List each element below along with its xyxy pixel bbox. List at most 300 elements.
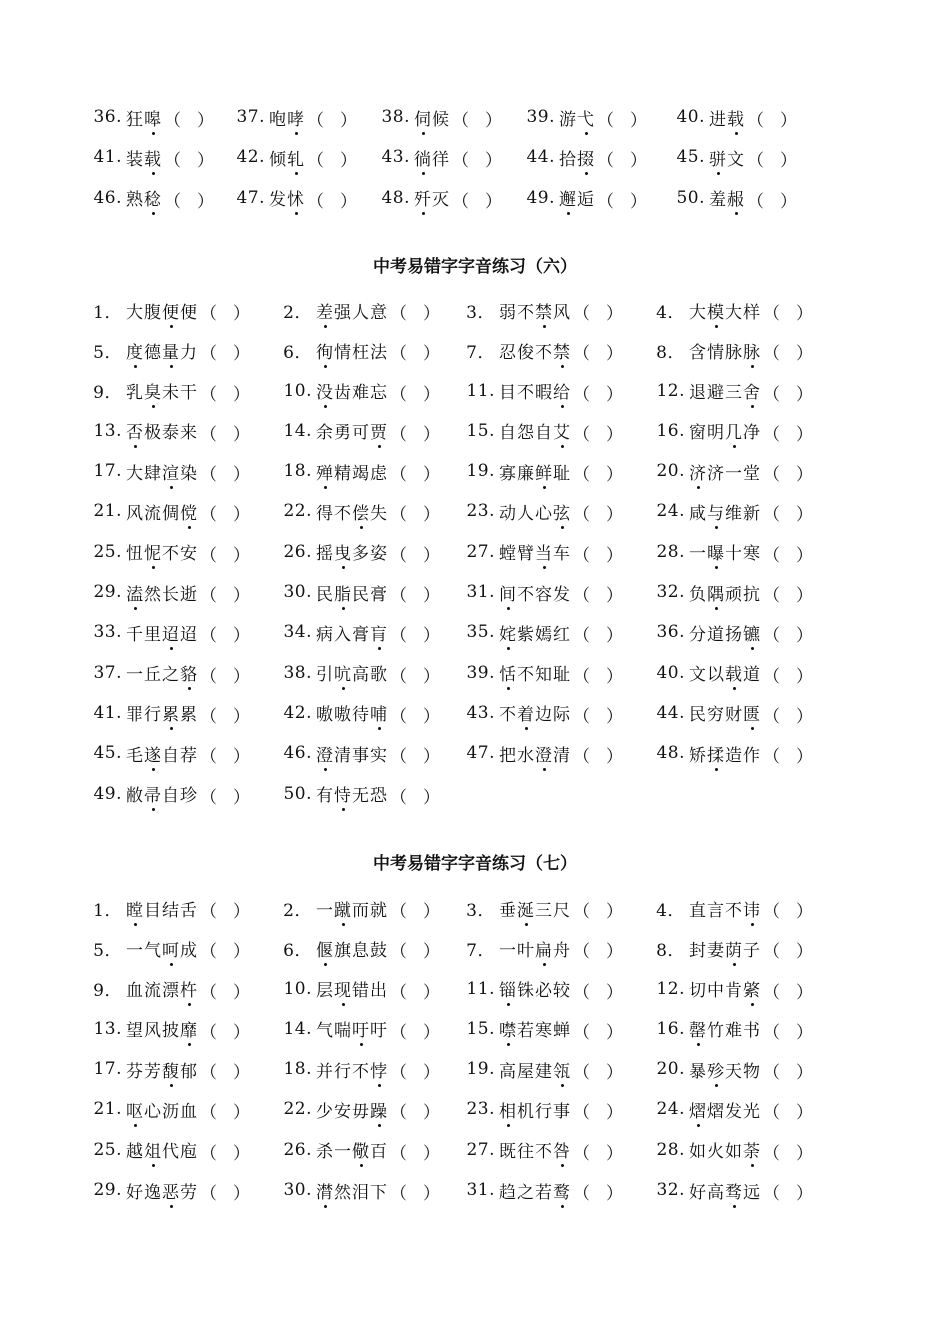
dotted-character: 与 xyxy=(707,499,725,524)
character: 不 xyxy=(535,342,553,363)
character: 人 xyxy=(352,302,370,323)
character: 心 xyxy=(535,503,553,524)
question-item xyxy=(645,451,813,491)
dotted-character: 讳 xyxy=(743,896,761,921)
open-paren: （ xyxy=(390,1022,407,1043)
question-number: 14. xyxy=(283,420,312,441)
character: 耻 xyxy=(553,665,571,686)
character: 膏 xyxy=(370,584,388,605)
character: 不 xyxy=(517,302,535,323)
character: 罪 xyxy=(126,705,144,726)
character: 羞 xyxy=(709,190,727,211)
character: 不 xyxy=(535,1142,553,1163)
close-paren: ） xyxy=(423,505,440,526)
character: 风 xyxy=(144,1021,162,1042)
character: 勇 xyxy=(334,423,352,444)
dotted-character: 瓴 xyxy=(553,1057,571,1082)
open-paren: （ xyxy=(200,1103,217,1124)
dotted-character: 迢 xyxy=(162,620,180,645)
character: 既 xyxy=(499,1142,517,1163)
dotted-character: 相 xyxy=(499,1097,517,1122)
question-word xyxy=(316,1016,388,1041)
dotted-character: 否 xyxy=(126,418,144,443)
close-paren: ） xyxy=(796,344,813,365)
question-number: 45. xyxy=(676,147,705,168)
question-number: 2． xyxy=(283,302,312,323)
close-paren: ） xyxy=(233,942,250,963)
open-paren: （ xyxy=(573,304,590,324)
question-word xyxy=(126,185,162,210)
close-paren: ） xyxy=(423,384,440,405)
character: 里 xyxy=(144,624,162,645)
open-paren: （ xyxy=(597,111,614,131)
close-paren: ） xyxy=(340,191,357,212)
character: 余 xyxy=(316,423,334,444)
question-number: 4． xyxy=(656,900,685,921)
character: 清 xyxy=(334,745,352,766)
close-paren: ） xyxy=(630,151,647,172)
question-number: 48. xyxy=(381,187,410,208)
dotted-character: 罄 xyxy=(689,1016,707,1041)
character: 而 xyxy=(352,900,370,921)
question-number: 50. xyxy=(676,187,705,208)
character: 旗 xyxy=(334,940,352,961)
question-word xyxy=(316,459,388,484)
question-row xyxy=(0,1009,950,1049)
close-paren: ） xyxy=(423,1103,440,1124)
dotted-character: 荼 xyxy=(743,1137,761,1162)
character: 望 xyxy=(126,1021,144,1042)
character: 毋 xyxy=(352,1101,370,1122)
question-item xyxy=(82,532,250,572)
dotted-character: 量 xyxy=(162,338,180,363)
question-word xyxy=(316,580,388,605)
question-word xyxy=(689,620,761,645)
character: 法 xyxy=(370,342,388,363)
open-paren: （ xyxy=(573,747,590,768)
character: 样 xyxy=(743,302,761,323)
open-paren: （ xyxy=(763,626,780,647)
close-paren: ） xyxy=(233,1143,250,1164)
character: 发 xyxy=(725,1101,743,1122)
dotted-character: 曝 xyxy=(707,539,725,564)
character: 螳 xyxy=(499,544,517,565)
character: 便 xyxy=(180,302,198,323)
dotted-character: 臭 xyxy=(144,378,162,403)
question-number: 16. xyxy=(656,420,685,441)
question-word xyxy=(126,539,198,564)
close-paren: ） xyxy=(606,1184,623,1205)
question-number: 41. xyxy=(93,147,122,168)
character: 舌 xyxy=(180,900,198,921)
question-word xyxy=(689,539,761,564)
question-number: 47. xyxy=(236,187,265,208)
question-row xyxy=(0,290,950,330)
dotted-character: 载 xyxy=(725,660,743,685)
character: 明 xyxy=(707,423,725,444)
dotted-character: 怩 xyxy=(144,539,162,564)
question-item xyxy=(82,1009,250,1049)
question-number: 31. xyxy=(466,582,495,603)
open-paren: （ xyxy=(763,344,780,365)
dotted-character: 脂 xyxy=(334,580,352,605)
character: 以 xyxy=(707,665,725,686)
character: 一 xyxy=(689,544,707,565)
open-paren: （ xyxy=(747,151,764,172)
close-paren: ） xyxy=(423,424,440,445)
dotted-character: 帚 xyxy=(144,781,162,806)
character: 一 xyxy=(316,900,334,921)
question-number: 47. xyxy=(466,743,495,764)
question-word xyxy=(689,378,761,403)
character: 尺 xyxy=(553,900,571,921)
question-number: 39. xyxy=(466,662,495,683)
character: 血 xyxy=(126,981,144,1002)
close-paren: ） xyxy=(606,902,623,922)
close-paren: ） xyxy=(796,424,813,445)
question-item xyxy=(225,137,357,177)
question-word xyxy=(316,1137,388,1162)
open-paren: （ xyxy=(200,1063,217,1084)
character: 徉 xyxy=(432,149,450,170)
character: 未 xyxy=(162,383,180,404)
question-item xyxy=(82,693,250,733)
character: 忍 xyxy=(499,342,517,363)
open-paren: （ xyxy=(763,424,780,445)
close-paren: ） xyxy=(423,545,440,566)
open-paren: （ xyxy=(200,706,217,727)
question-word xyxy=(689,459,761,484)
question-word xyxy=(126,459,198,484)
character: 高 xyxy=(707,1182,725,1203)
close-paren: ） xyxy=(423,706,440,727)
character: 净 xyxy=(743,423,761,444)
question-word xyxy=(269,105,305,130)
close-paren: ） xyxy=(233,505,250,526)
character: 腹 xyxy=(144,302,162,323)
open-paren: （ xyxy=(573,1103,590,1124)
close-paren: ） xyxy=(796,505,813,526)
dotted-character: 綮 xyxy=(743,976,761,1001)
character: 好 xyxy=(126,1182,144,1203)
question-item xyxy=(82,653,250,693)
question-row xyxy=(0,1049,950,1089)
question-item xyxy=(645,733,813,773)
character: 行 xyxy=(144,705,162,726)
character: 流 xyxy=(144,981,162,1002)
close-paren: ） xyxy=(423,1063,440,1084)
question-number: 21. xyxy=(93,1099,122,1120)
character: 丘 xyxy=(144,665,162,686)
character: 一 xyxy=(126,665,144,686)
close-paren: ） xyxy=(606,505,623,526)
section-six xyxy=(0,290,950,814)
question-item xyxy=(82,733,250,773)
question-word xyxy=(316,1097,388,1122)
dotted-character: 歼 xyxy=(414,185,432,210)
close-paren: ） xyxy=(796,1184,813,1205)
question-number: 9． xyxy=(93,383,122,404)
question-word xyxy=(499,936,571,961)
open-paren: （ xyxy=(573,902,590,922)
question-item xyxy=(645,888,813,928)
character: 文 xyxy=(727,149,745,170)
close-paren: ） xyxy=(606,942,623,963)
question-item xyxy=(272,451,440,491)
close-paren: ） xyxy=(606,982,623,1003)
question-item xyxy=(515,178,647,218)
question-word xyxy=(689,338,761,363)
question-row xyxy=(0,1170,950,1210)
question-word xyxy=(709,145,745,170)
question-word xyxy=(126,378,198,403)
question-word xyxy=(689,896,761,921)
open-paren: （ xyxy=(597,151,614,172)
question-number: 25. xyxy=(93,541,122,562)
question-item xyxy=(272,290,440,330)
question-number: 34. xyxy=(283,622,312,643)
open-paren: （ xyxy=(200,505,217,526)
open-paren: （ xyxy=(763,1063,780,1084)
question-word xyxy=(499,338,571,363)
question-row xyxy=(0,733,950,773)
dotted-character: 鲜 xyxy=(535,459,553,484)
question-word xyxy=(126,105,162,130)
open-paren: （ xyxy=(573,706,590,727)
close-paren: ） xyxy=(485,191,502,212)
question-item xyxy=(272,733,440,773)
character: 姿 xyxy=(370,544,388,565)
question-item xyxy=(645,330,813,370)
character: 庖 xyxy=(180,1142,198,1163)
question-item xyxy=(455,693,623,733)
open-paren: （ xyxy=(200,942,217,963)
question-word xyxy=(316,539,388,564)
question-item xyxy=(455,1049,623,1089)
character: 就 xyxy=(370,900,388,921)
character: 多 xyxy=(352,544,370,565)
question-word xyxy=(689,1057,761,1082)
question-number: 21. xyxy=(93,501,122,522)
open-paren: （ xyxy=(763,747,780,768)
question-word xyxy=(269,145,305,170)
question-number: 44. xyxy=(656,702,685,723)
open-paren: （ xyxy=(164,191,181,212)
question-item xyxy=(455,1009,623,1049)
dotted-character: 锱 xyxy=(499,976,517,1001)
question-number: 22. xyxy=(283,501,312,522)
character: 入 xyxy=(334,624,352,645)
question-item xyxy=(645,491,813,531)
character: 漂 xyxy=(162,981,180,1002)
character: 大 xyxy=(126,302,144,323)
question-item xyxy=(455,290,623,330)
question-word xyxy=(126,700,198,725)
character: 书 xyxy=(743,1021,761,1042)
close-paren: ） xyxy=(606,1103,623,1124)
close-paren: ） xyxy=(606,706,623,727)
close-paren: ） xyxy=(796,747,813,768)
question-item xyxy=(272,612,440,652)
question-number: 16. xyxy=(656,1018,685,1039)
dotted-character: 几 xyxy=(725,418,743,443)
close-paren: ） xyxy=(606,1022,623,1043)
close-paren: ） xyxy=(423,465,440,486)
character: 行 xyxy=(334,1061,352,1082)
character: 自 xyxy=(499,423,517,444)
question-number: 19. xyxy=(466,1059,495,1080)
close-paren: ） xyxy=(485,111,502,131)
open-paren: （ xyxy=(452,151,469,172)
question-word xyxy=(414,185,450,210)
open-paren: （ xyxy=(573,505,590,526)
close-paren: ） xyxy=(197,151,214,172)
open-paren: （ xyxy=(200,1143,217,1164)
question-word xyxy=(559,185,595,210)
question-word xyxy=(689,700,761,725)
character: 抗 xyxy=(743,584,761,605)
character: 分 xyxy=(689,624,707,645)
character: 切 xyxy=(689,981,707,1002)
character: 臂 xyxy=(517,544,535,565)
close-paren: ） xyxy=(606,666,623,687)
dotted-character: 当 xyxy=(535,539,553,564)
character: 齿 xyxy=(334,383,352,404)
character: 大 xyxy=(126,463,144,484)
character: 暴 xyxy=(689,1061,707,1082)
open-paren: （ xyxy=(390,344,407,365)
close-paren: ） xyxy=(796,1063,813,1084)
question-item xyxy=(272,1170,440,1210)
open-paren: （ xyxy=(763,982,780,1003)
character: 维 xyxy=(725,503,743,524)
close-paren: ） xyxy=(423,586,440,607)
dotted-character: 弦 xyxy=(553,499,571,524)
character: 大 xyxy=(689,302,707,323)
character: 灭 xyxy=(432,190,450,211)
question-row xyxy=(0,137,950,177)
question-item xyxy=(665,178,797,218)
question-word xyxy=(126,338,198,363)
question-item xyxy=(272,888,440,928)
open-paren: （ xyxy=(763,1022,780,1043)
close-paren: ） xyxy=(606,586,623,607)
question-number: 17. xyxy=(93,1059,122,1080)
character: 目 xyxy=(499,383,517,404)
open-paren: （ xyxy=(200,787,217,808)
question-word xyxy=(499,499,571,524)
character: 不 xyxy=(725,900,743,921)
character: 如 xyxy=(689,1142,707,1163)
character: 民 xyxy=(689,705,707,726)
dotted-character: 殄 xyxy=(707,1057,725,1082)
open-paren: （ xyxy=(390,505,407,526)
character: 较 xyxy=(553,981,571,1002)
question-row xyxy=(0,532,950,572)
character: 造 xyxy=(725,745,743,766)
question-word xyxy=(689,741,761,766)
question-word xyxy=(499,976,571,1001)
question-number: 15. xyxy=(466,420,495,441)
question-row xyxy=(0,928,950,968)
character: 三 xyxy=(725,383,743,404)
character: 恐 xyxy=(370,786,388,807)
character: 穷 xyxy=(707,705,725,726)
character: 边 xyxy=(535,705,553,726)
close-paren: ） xyxy=(423,787,440,808)
character: 实 xyxy=(370,745,388,766)
question-number: 48. xyxy=(656,743,685,764)
question-item xyxy=(455,1089,623,1129)
question-word xyxy=(689,298,761,323)
close-paren: ） xyxy=(796,586,813,607)
character: 不 xyxy=(352,1061,370,1082)
character: 如 xyxy=(725,1142,743,1163)
open-paren: （ xyxy=(390,465,407,486)
character: 意 xyxy=(370,302,388,323)
question-number: 15. xyxy=(466,1018,495,1039)
character: 高 xyxy=(352,665,370,686)
character: 极 xyxy=(144,423,162,444)
question-item xyxy=(645,928,813,968)
question-item xyxy=(455,928,623,968)
character: 一 xyxy=(126,940,144,961)
dotted-character: 舍 xyxy=(743,378,761,403)
open-paren: （ xyxy=(573,626,590,647)
question-item xyxy=(645,290,813,330)
close-paren: ） xyxy=(233,1184,250,1205)
dotted-character: 蹴 xyxy=(334,896,352,921)
character: 发 xyxy=(269,190,287,211)
character: 嗷 xyxy=(334,705,352,726)
question-word xyxy=(126,1057,198,1082)
close-paren: ） xyxy=(606,465,623,486)
character: 若 xyxy=(517,1021,535,1042)
question-word xyxy=(499,539,571,564)
character: 知 xyxy=(535,665,553,686)
dotted-character: 间 xyxy=(499,580,517,605)
character: 泰 xyxy=(162,423,180,444)
question-word xyxy=(414,145,450,170)
character: 摇 xyxy=(316,544,334,565)
question-row xyxy=(0,572,950,612)
question-item xyxy=(272,1130,440,1170)
question-word xyxy=(316,781,388,806)
question-word xyxy=(126,145,162,170)
open-paren: （ xyxy=(390,1103,407,1124)
character: 越 xyxy=(126,1142,144,1163)
close-paren: ） xyxy=(796,942,813,963)
character: 精 xyxy=(334,463,352,484)
character: 代 xyxy=(162,1142,180,1163)
dotted-character: 噤 xyxy=(499,1016,517,1041)
question-number: 29. xyxy=(93,582,122,603)
character: 紫 xyxy=(517,624,535,645)
question-number: 28. xyxy=(656,541,685,562)
open-paren: （ xyxy=(452,111,469,131)
question-number: 40. xyxy=(656,662,685,683)
close-paren: ） xyxy=(796,304,813,324)
character: 敝 xyxy=(126,786,144,807)
close-paren: ） xyxy=(796,666,813,687)
close-paren: ） xyxy=(423,982,440,1003)
open-paren: （ xyxy=(573,1022,590,1043)
question-number: 36. xyxy=(656,622,685,643)
close-paren: ） xyxy=(606,384,623,405)
question-word xyxy=(316,338,388,363)
open-paren: （ xyxy=(390,787,407,808)
dotted-character: 恶 xyxy=(162,1178,180,1203)
